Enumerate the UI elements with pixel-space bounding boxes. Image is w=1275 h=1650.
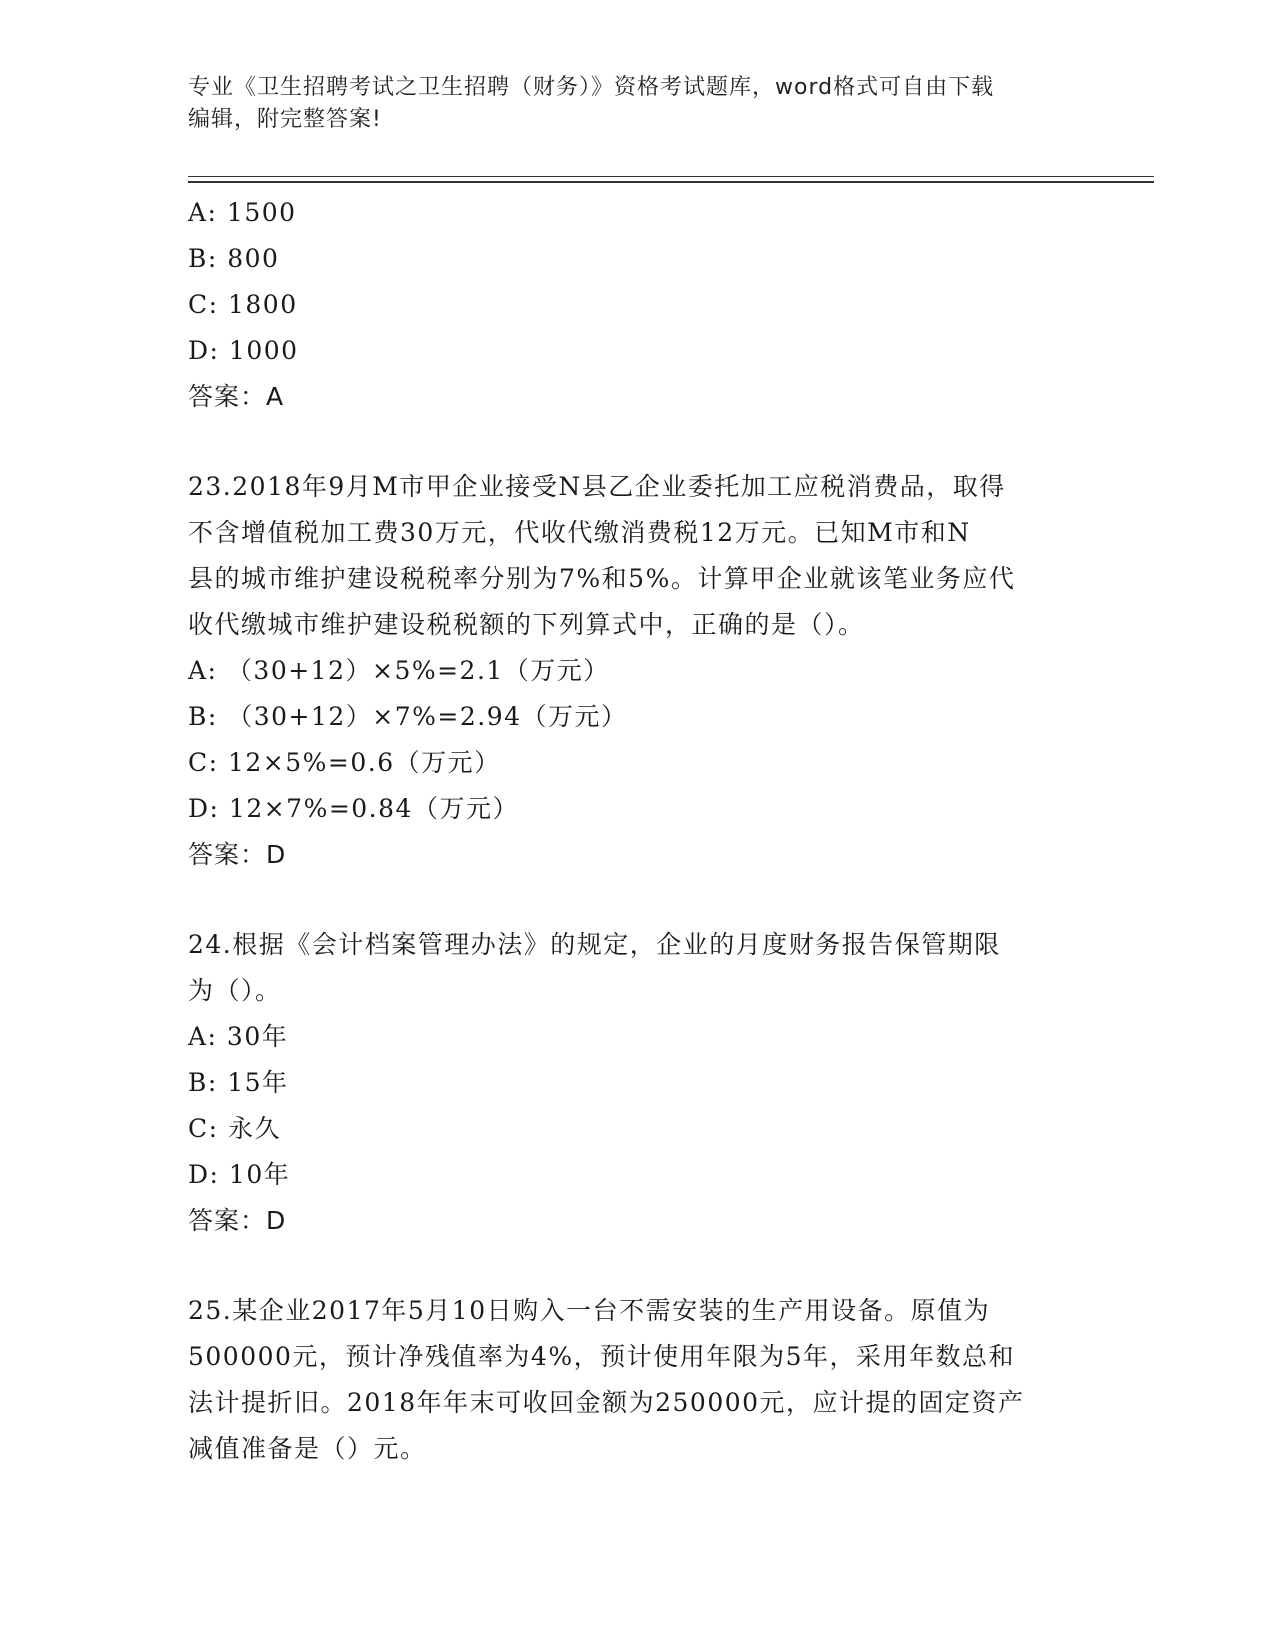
option-b: B: （30+12）×7%=2.94（万元） <box>188 702 628 731</box>
answer: 答案：D <box>188 1206 287 1235</box>
header-divider-thick <box>188 181 1154 183</box>
option-a: A: （30+12）×5%=2.1（万元） <box>188 656 610 685</box>
header-divider-thin <box>188 176 1154 177</box>
question-stem-line: 24.根据《会计档案管理办法》的规定，企业的月度财务报告保管期限 <box>188 930 1001 959</box>
question-stem-line: 23.2018年9月M市甲企业接受N县乙企业委托加工应税消费品，取得 <box>188 472 1006 501</box>
question-stem-line: 减值准备是（）元。 <box>188 1434 427 1463</box>
option-b: B: 800 <box>188 244 280 273</box>
spacer <box>188 878 1088 922</box>
question-22 <box>188 190 1088 420</box>
option-a: A: 30年 <box>188 1022 289 1051</box>
question-24 <box>188 922 1088 1244</box>
option-a: A: 1500 <box>188 198 297 227</box>
option-c: C: 永久 <box>188 1114 281 1143</box>
question-stem-line: 法计提折旧。2018年年末可收回金额为250000元，应计提的固定资产 <box>188 1388 1025 1417</box>
answer: 答案：D <box>188 840 287 869</box>
option-d: D: 1000 <box>188 336 299 365</box>
question-25 <box>188 1288 1088 1472</box>
header-line-1: 专业《卫生招聘考试之卫生招聘（财务）》资格考试题库，word格式可自由下载 <box>188 75 995 100</box>
question-stem-line: 为（）。 <box>188 976 282 1005</box>
option-d: D: 10年 <box>188 1160 291 1189</box>
option-b: B: 15年 <box>188 1068 289 1097</box>
document-body <box>188 190 1088 1472</box>
question-stem-line: 县的城市维护建设税税率分别为7%和5%。计算甲企业就该笔业务应代 <box>188 564 1016 593</box>
document-header <box>188 72 1068 136</box>
answer: 答案：A <box>188 382 285 411</box>
option-d: D: 12×7%=0.84（万元） <box>188 794 519 823</box>
option-c: C: 12×5%=0.6（万元） <box>188 748 501 777</box>
question-23 <box>188 464 1088 878</box>
question-stem-line: 500000元，预计净残值率为4%，预计使用年限为5年，采用年数总和 <box>188 1342 1016 1371</box>
question-stem-line: 不含增值税加工费30万元，代收代缴消费税12万元。已知M市和N <box>188 518 971 547</box>
spacer <box>188 420 1088 464</box>
spacer <box>188 1244 1088 1288</box>
option-c: C: 1800 <box>188 290 298 319</box>
question-stem-line: 25.某企业2017年5月10日购入一台不需安装的生产用设备。原值为 <box>188 1296 991 1325</box>
header-line-2: 编辑，附完整答案! <box>188 107 382 132</box>
question-stem-line: 收代缴城市维护建设税税额的下列算式中，正确的是（）。 <box>188 610 865 639</box>
